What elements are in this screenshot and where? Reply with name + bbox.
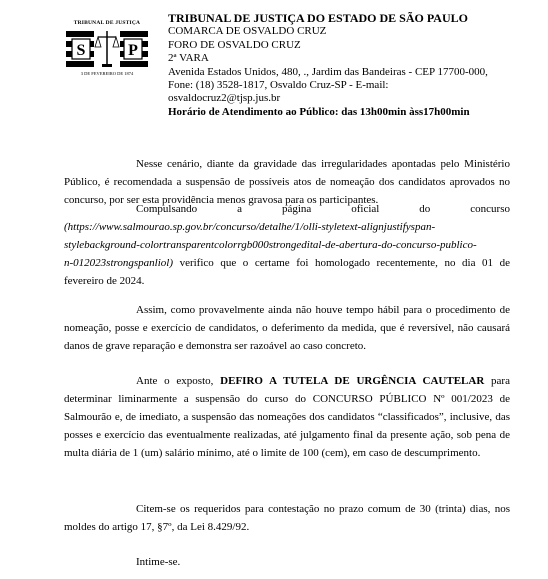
court-name: TRIBUNAL DE JUSTIÇA DO ESTADO DE SÃO PAULO — [168, 11, 468, 25]
p2-intro: Compulsando a página oficial do concurso — [136, 203, 510, 215]
p2-url-line-1: (https://www.salmourao.sp.gov.br/concurso/detalhe/1/olli-styletext-alignjustifyspan- — [64, 221, 436, 233]
paragraph-1: Nesse cenário, diante da gravidade das irregularidades apontadas pelo Ministério Público, é recomendada a suspensão de possíveis atos de nomeação dos candidatos aprovados no concurso, por ser esta providência menos gravosa para os participantes. — [64, 158, 510, 206]
p2-url-line-2: stylebackground-colortransparentcolorrgb000strongedital-de-abertura-do-concurso-publico- — [64, 239, 477, 251]
seal-letters — [62, 27, 152, 71]
tjsp-seal — [62, 20, 152, 80]
email: osvaldocruz2@tjsp.jus.br — [168, 92, 281, 105]
p2-closing — [64, 254, 510, 290]
paragraph-3: Assim, como provavelmente ainda não houve tempo hábil para o procedimento de nomeação, posse e exercício de candidatos, o deferimento da medida, que é reversível, não causará danos de grave reparação e demonstra ser razoável ao caso concreto. — [64, 304, 510, 352]
foro: FORO DE OSVALDO CRUZ — [168, 38, 301, 51]
phone: Fone: (18) 3528-1817, Osvaldo Cruz-SP - E-mail: — [168, 79, 389, 92]
paragraph-2 — [64, 200, 510, 290]
seal-letter-s: S — [76, 42, 86, 59]
vara: 2ª VARA — [168, 52, 209, 65]
paragraph-5: Citem-se os requeridos para contestação no prazo comum de 30 (trinta) dias, nos moldes do artigo 17, §7º, da Lei 8.429/92. — [64, 503, 510, 533]
p2-url-line-3: n-012023strongspanliol) — [64, 257, 173, 269]
seal-letter-p: P — [128, 42, 138, 59]
letterhead-text — [168, 12, 543, 119]
address: Avenida Estados Unidos, 480, ., Jardim das Bandeiras - CEP 17700-000, — [168, 65, 488, 78]
p4-rest: para determinar liminarmente a suspensão do curso do CONCURSO PÚBLICO Nº 001/2023 de Salmourão e, de imediato, a suspensão das nomeações dos candidatos “classificados”, inclusive, das posses e exercício das eventualmente realizadas, até julgamento final da presente ação, sob pena de multa diária de 1 (um) salário mínimo, até o limite de 100 (cem), em caso de descumprimento. — [64, 375, 510, 459]
comarca: COMARCA DE OSVALDO CRUZ — [168, 25, 327, 38]
p2-rest: verifico que o certame foi homologado recentemente, no dia 01 de fevereiro de 2024. — [64, 257, 510, 287]
letterhead — [0, 0, 548, 116]
public-hours: Horário de Atendimento ao Público: das 13h00min àss17h00min — [168, 105, 470, 118]
p4-start: Ante o exposto, — [136, 375, 221, 387]
seal-top-text: TRIBUNAL DE JUSTIÇA — [73, 20, 141, 26]
seal-bottom-text: 3 DE FEVEREIRO DE 1874 — [80, 71, 134, 76]
p4-decision: DEFIRO A TUTELA DE URGÊNCIA CAUTELAR — [220, 375, 485, 387]
paragraph-6: Intime-se. — [136, 556, 181, 568]
paragraph-4 — [64, 372, 510, 462]
